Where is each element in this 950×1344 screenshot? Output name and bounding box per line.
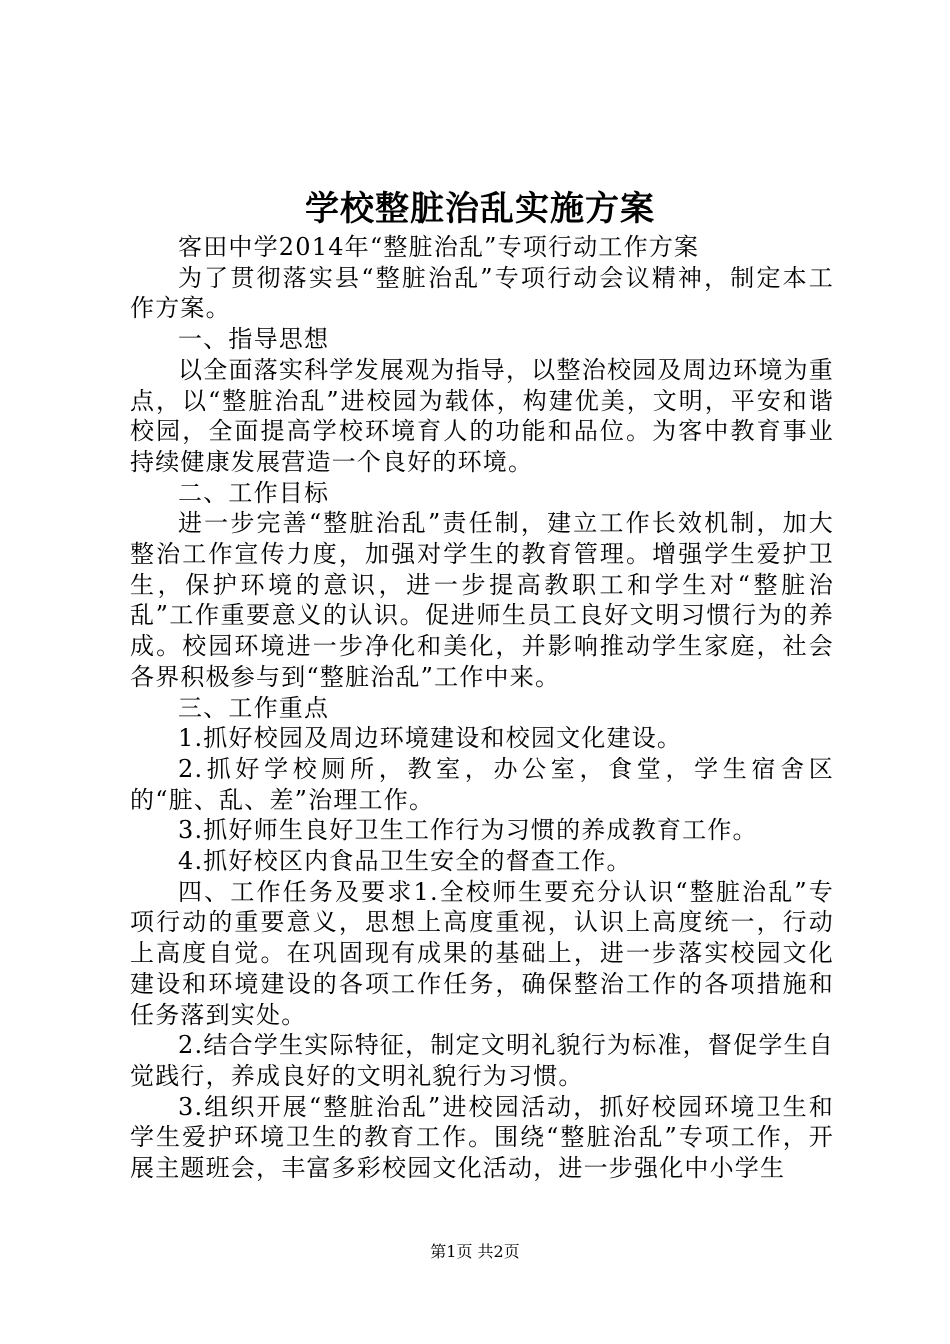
heading-work-focus: 三、工作重点 (178, 693, 330, 722)
list-item-focus-4: 4.抓好校区内食品卫生安全的督查工作。 (178, 847, 632, 876)
heading-work-goals: 二、工作目标 (178, 478, 330, 507)
list-item-focus-2: 2.抓好学校厕所，教室，办公室，食堂，学生宿舍区的“脏、乱、差”治理工作。 (130, 754, 834, 814)
paragraph-tasks-1: 四、工作任务及要求1.全校师生要充分认识“整脏治乱”专项行动的重要意义，思想上高度重视，认识上高度统一，行动上高度自觉。在巩固现有成果的基础上，进一步落实校园文化建设和环境建设的各项工作任务，确保整治工作的各项措施和任务落到实处。 (130, 877, 834, 1029)
list-item-focus-1: 1.抓好校园及周边环境建设和校园文化建设。 (178, 724, 683, 753)
paragraph-subtitle: 客田中学2014年“整脏治乱”专项行动工作方案 (178, 233, 700, 261)
document-title: 学校整脏治乱实施方案 (305, 189, 655, 229)
paragraph-tasks-2: 2.结合学生实际特征，制定文明礼貌行为标准，督促学生自觉践行，养成良好的文明礼貌行为习惯。 (130, 1031, 834, 1090)
document-body (130, 232, 834, 1184)
page-footer: 第1页 共2页 (430, 1242, 520, 1261)
heading-guiding-ideology: 一、指导思想 (178, 325, 330, 354)
paragraph-tasks-3: 3.组织开展“整脏治乱”进校园活动，抓好校园环境卫生和学生爱护环境卫生的教育工作。围绕“整脏治乱”专项工作，开展主题班会，丰富多彩校园文化活动，进一步强化中小学生 (130, 1092, 834, 1183)
paragraph-guiding-ideology: 以全面落实科学发展观为指导，以整治校园及周边环境为重点，以“整脏治乱”进校园为载体，构建优美，文明，平安和谐校园，全面提高学校环境育人的功能和品位。为客中教育事业持续健康发展营造一个良好的环境。 (130, 355, 834, 476)
list-item-focus-3: 3.抓好师生良好卫生工作行为习惯的养成教育工作。 (178, 816, 758, 845)
paragraph-work-goals: 进一步完善“整脏治乱”责任制，建立工作长效机制，加大整治工作宣传力度，加强对学生的教育管理。增强学生爱护卫生，保护环境的意识，进一步提高教职工和学生对“整脏治乱”工作重要意义的认识。促进师生员工良好文明习惯行为的养成。校园环境进一步净化和美化，并影响推动学生家庭，社会各界积极参与到“整脏治乱”工作中来。 (130, 509, 834, 691)
paragraph-intro: 为了贯彻落实县“整脏治乱”专项行动会议精神，制定本工作方案。 (130, 263, 834, 323)
